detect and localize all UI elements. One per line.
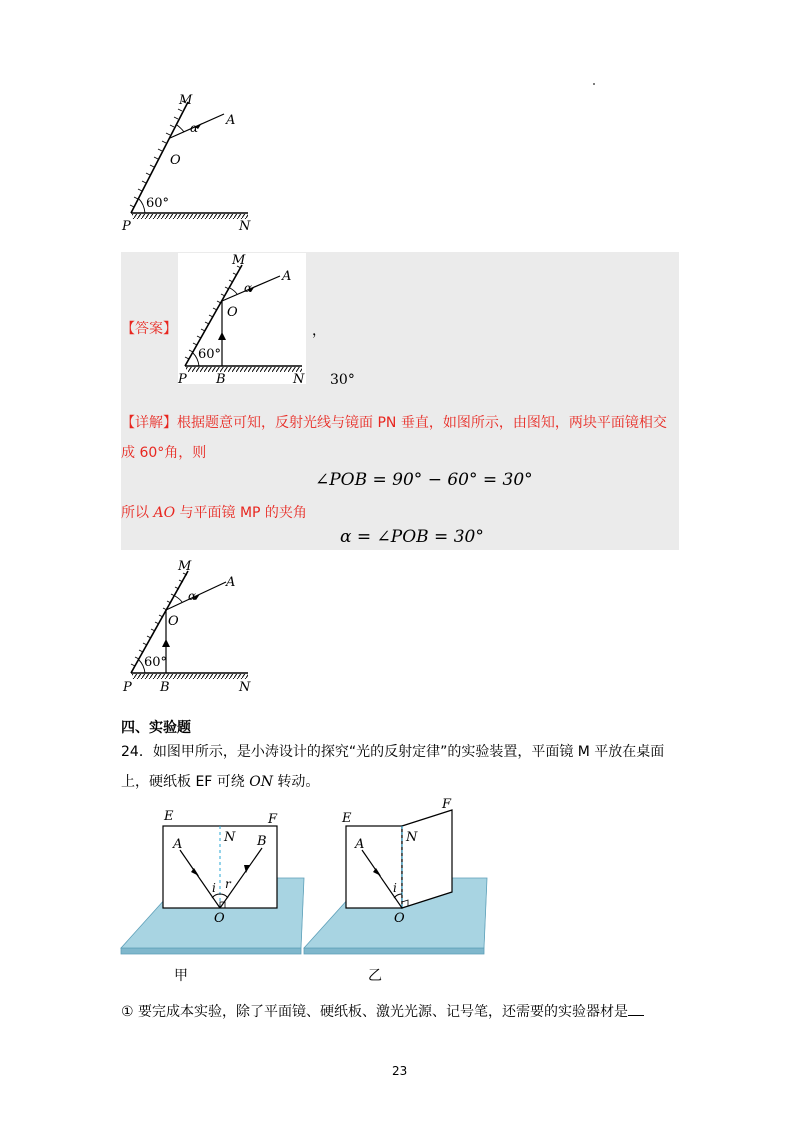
section-title: 四、实验题 (121, 720, 191, 736)
mirror-pn (131, 673, 248, 679)
label-m: M (178, 559, 192, 574)
label-o: O (214, 911, 225, 926)
detail-text-3a: 所以 (121, 505, 154, 521)
question-line-2 (121, 771, 319, 791)
cardboard-f-folded (402, 810, 452, 908)
angle-alpha-arc (230, 288, 237, 294)
label-a: A (226, 113, 236, 128)
label-i: i (212, 881, 216, 895)
label-n: N (224, 830, 236, 845)
label-n: N (406, 830, 418, 845)
mirror-diagram-1 (118, 92, 268, 237)
caption-jia: 甲 (174, 968, 188, 984)
formula-pob: ∠POB = 90° − 60° = 30° (315, 470, 533, 490)
page-number: 23 (392, 1064, 408, 1078)
formula-alpha: α = ∠POB = 30° (340, 527, 484, 547)
question-text-2a: 上，硬纸板 EF 可绕 (121, 774, 250, 790)
label-i: i (393, 881, 397, 895)
label-b: B (160, 680, 170, 695)
label-o: O (168, 614, 179, 629)
angle-60-arc (139, 199, 145, 213)
label-m: M (179, 93, 193, 108)
label-60: 60° (146, 196, 170, 211)
label-a: A (226, 575, 236, 590)
mirror-diagram-answer (172, 252, 322, 392)
detail-line-3 (121, 502, 307, 522)
question-on: ON (249, 774, 273, 790)
experiment-figure-yi (298, 795, 494, 990)
angle-alpha-arc (177, 125, 184, 132)
question-line-1: 24．如图甲所示，是小涛设计的探究“光的反射定律”的实验装置，平面镜 M 平放在桌面 (121, 744, 665, 760)
answer-blank[interactable] (628, 1003, 644, 1016)
label-o: O (170, 153, 181, 168)
label-a: A (282, 269, 292, 284)
label-e: E (342, 811, 352, 826)
answer-comma: ， (312, 323, 326, 339)
label-o: O (394, 911, 405, 926)
question-text-2b: 转动。 (272, 774, 320, 790)
label-p: P (123, 680, 132, 695)
label-m: M (232, 253, 246, 268)
sub-question-1 (121, 1001, 644, 1021)
label-b: B (216, 372, 226, 387)
label-r: r (225, 877, 231, 891)
detail-text-1: 根据题意可知，反射光线与镜面 PN 垂直，如图所示，由图知，两块平面镜相交 (177, 415, 667, 431)
label-f: F (442, 797, 452, 812)
experiment-figure-jia (118, 808, 310, 986)
label-a: A (355, 837, 365, 852)
answer-tag: 【答案】 (121, 321, 177, 337)
label-b: B (257, 834, 267, 849)
label-alpha: α (188, 589, 197, 603)
detail-text-3b: 与平面镜 MP 的夹角 (175, 505, 307, 521)
label-60: 60° (198, 347, 222, 362)
label-f: F (268, 812, 278, 827)
label-alpha: α (190, 121, 199, 135)
mirror-pn (131, 213, 248, 219)
sub-question-1-text: ① 要完成本实验，除了平面镜、硬纸板、激光光源、记号笔，还需要的实验器材是 (121, 1004, 628, 1020)
angle-alpha-arc (175, 596, 182, 602)
detail-tag: 【详解】 (121, 415, 177, 431)
label-n: N (239, 680, 251, 695)
stray-dot (593, 83, 595, 85)
mirror-plate (121, 948, 301, 954)
caption-yi: 乙 (368, 968, 382, 984)
label-60: 60° (144, 655, 168, 670)
detail-line-1 (121, 412, 667, 432)
detail-ao: AO (153, 505, 176, 521)
answer-value: 30° (330, 372, 355, 388)
label-p: P (122, 219, 131, 234)
mirror-plate (304, 948, 484, 954)
ray-ob-arrow (162, 639, 170, 647)
label-n: N (239, 219, 251, 234)
mirror-pn (185, 366, 302, 372)
label-alpha: α (244, 281, 253, 295)
label-n: N (293, 372, 305, 387)
mirror-diagram-3 (118, 558, 268, 698)
label-e: E (164, 809, 174, 824)
label-p: P (178, 372, 187, 387)
label-o: O (227, 305, 238, 320)
label-a: A (173, 837, 183, 852)
ray-ob-arrow (218, 332, 226, 340)
detail-line-2: 成 60°角，则 (121, 445, 207, 461)
